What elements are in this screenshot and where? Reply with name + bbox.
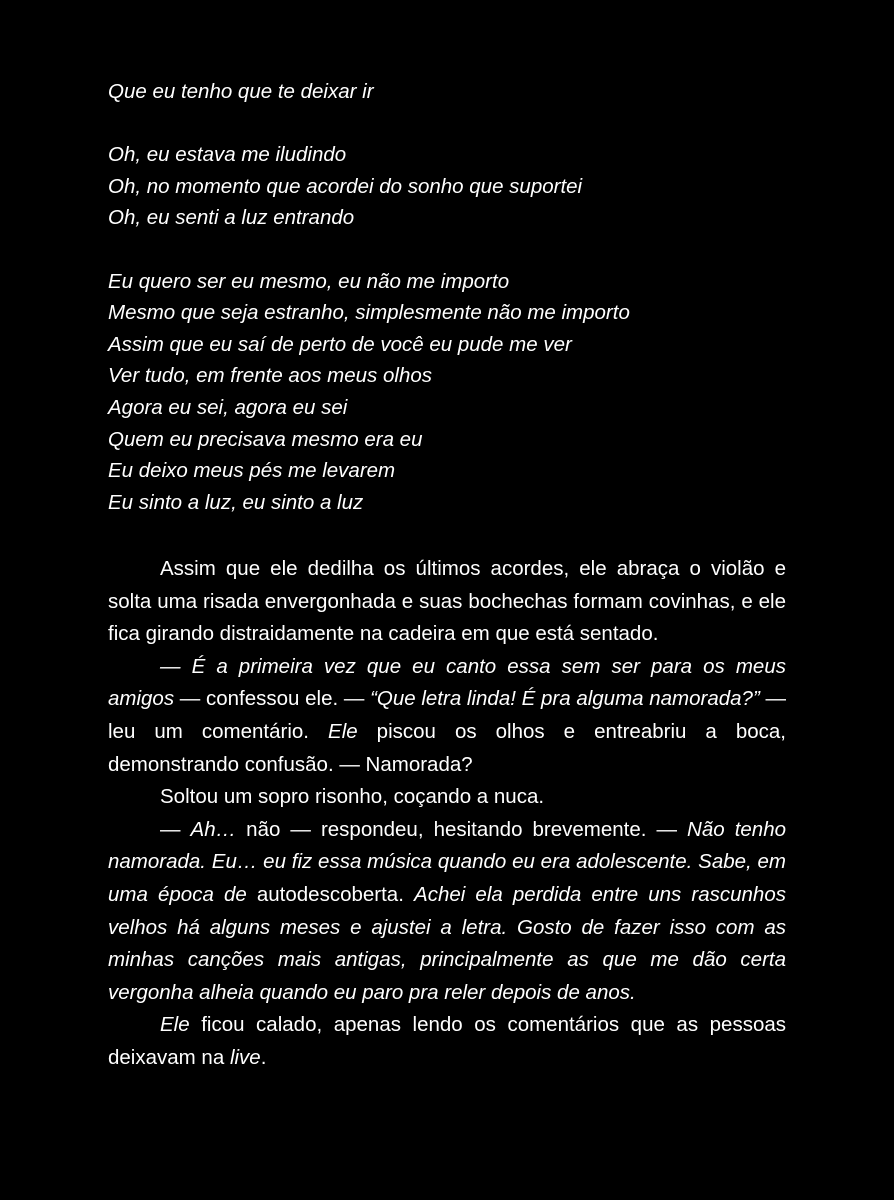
narration: — — [160, 817, 191, 841]
narration: piscou os olhos e entreabriu a boca, demonstrando confusão. — Namorada? — [108, 719, 786, 776]
narration: — leu um comentário. — [108, 687, 786, 743]
character-name: Ele — [328, 719, 358, 743]
comment-quote: “Que letra linda! É pra alguma namorada?” — [370, 687, 760, 711]
paragraph-4 — [108, 814, 786, 1010]
paragraph-5 — [108, 1009, 786, 1074]
lyric-line: Que eu tenho que te deixar ir — [108, 80, 374, 103]
dialogue-italic: Não tenho namorada. Eu… eu fiz essa música quando eu era adolescente. Sabe, em uma época de — [108, 817, 786, 906]
narration: — confessou ele. — — [174, 687, 371, 711]
dialogue-italic: Achei ela perdida entre uns rascunhos velhos há alguns meses e ajustei a letra. Gosto de fazer isso com as minhas canções mais antigas, principalmente as que me dão certa vergonha alheia quando eu paro pra reler depois de anos. — [108, 882, 786, 1004]
lyric-line: Ver tudo, em frente aos meus olhos — [108, 364, 432, 388]
lyric-line: Mesmo que seja estranho, simplesmente não me importo — [108, 301, 630, 325]
live-word: live — [229, 1045, 261, 1069]
paragraph-3: Soltou um sopro risonho, coçando a nuca. — [160, 785, 545, 809]
stanza-gap — [108, 234, 788, 266]
dialogue-italic: Ah… — [190, 817, 237, 841]
lyric-line: Oh, eu estava me iludindo — [108, 143, 347, 167]
narration: não — respondeu, hesitando brevemente. — — [236, 817, 688, 841]
narration: autodescoberta. — [246, 882, 415, 906]
lyric-line: Eu sinto a luz, eu sinto a luz — [108, 490, 364, 514]
narrative-text — [108, 553, 786, 1075]
dialogue-italic: — É a primeira vez que eu canto essa sem ser para os meus amigos — [108, 654, 786, 711]
song-lyrics — [108, 76, 788, 518]
lyric-line: Agora eu sei, agora eu sei — [108, 395, 348, 419]
lyric-line: Oh, eu senti a luz entrando — [108, 206, 355, 230]
lyric-line: Oh, no momento que acordei do sonho que suportei — [108, 174, 583, 198]
paragraph-1: Assim que ele dedilha os últimos acordes, ele abraça o violão e solta uma risada envergonhada e suas bochechas formam covinhas, e ele fica girando distraidamente na cadeira em que está sentado. — [108, 557, 786, 646]
stanza-gap — [108, 108, 788, 140]
character-name: Ele — [160, 1013, 190, 1037]
lyric-line: Eu deixo meus pés me levarem — [108, 459, 396, 483]
paragraph-2 — [108, 651, 786, 781]
narration: ficou calado, apenas lendo os comentários que as pessoas deixavam na — [108, 1013, 786, 1069]
narration: . — [260, 1045, 267, 1069]
lyric-line: Assim que eu saí de perto de você eu pude me ver — [108, 332, 572, 356]
lyric-line: Eu quero ser eu mesmo, eu não me importo — [108, 269, 510, 293]
lyric-line: Quem eu precisava mesmo era eu — [108, 427, 423, 451]
